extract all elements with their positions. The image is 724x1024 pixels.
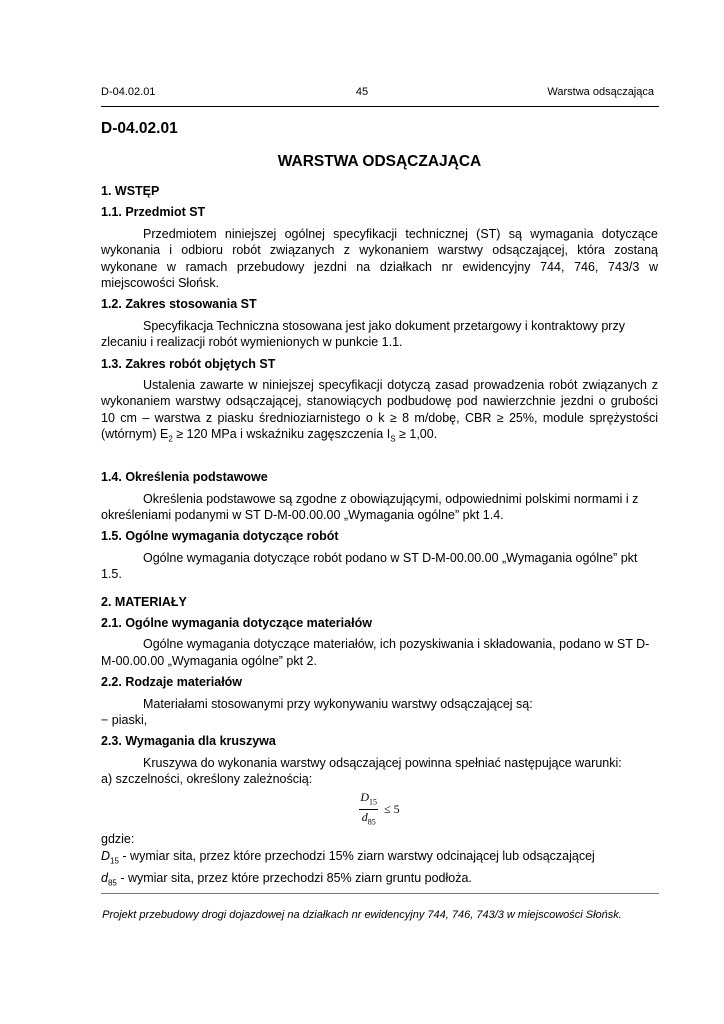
formula [101,790,658,830]
subscript: 85 [367,817,376,827]
section-1-3-text-part: ≥ 1,00. [395,427,438,442]
header-divider [101,106,659,107]
section-1-3-heading: 1.3. Zakres robót objętych ST [101,356,276,371]
section-1-1-heading: 1.1. Przedmiot ST [101,205,206,220]
section-2-2-text: Materiałami stosowanymi przy wykonywaniu warstwy odsączającej są: [143,696,533,711]
formula-numerator [359,790,378,810]
section-2-3-heading: 2.3. Wymagania dla kruszywa [101,734,276,749]
section-1-4-text: Określenia podstawowe są zgodne z obowiązującymi, odpowiednimi polskimi normami i z określeniami podanymi w ST D-M-00.00.00 „Wymagania ogólne” pkt 1.4. [101,491,639,522]
section-1-2-heading: 1.2. Zakres stosowania ST [101,297,257,312]
section-1-3-text [101,377,658,448]
section-2-3-text: Kruszywa do wykonania warstwy odsączającej powinna spełniać następujące warunki: [143,755,622,770]
requirement-a: a) szczelności, określony zależnością: [101,772,313,787]
section-2-1-heading: 2.1. Ogólne wymagania dotyczące materiałów [101,616,372,631]
section-1-3-text-part: ≥ 120 MPa i wskaźniku zagęszczenia I [172,427,391,442]
variable: d [101,870,108,885]
subscript: 15 [369,797,378,807]
page-content [101,119,658,892]
definition-d85 [101,870,658,892]
subscript: 2 [168,434,173,444]
section-2-heading: 2. MATERIAŁY [101,594,187,609]
formula-var: D [360,789,370,804]
section-1-2-text: Specyfikacja Techniczna stosowana jest jako dokument przetargowy i kontraktowy przy zlecaniu i realizacji robót wymienionych w punkcie 1.1. [101,318,625,350]
section-1-5-text: Ogólne wymagania dotyczące robót podano w ST D-M-00.00.00 „Wymagania ogólne” pkt 1.5. [101,550,638,582]
section-1-3-text-part: Ustalenia zawarte w niniejszej specyfikacji dotyczą zasad prowadzenia robót związanych z wykonaniem warstwy odsączającej, stanowiących podbudowę pod nawierzchnie jezdni o grubości 10 cm – warstwa z piasku średnioziarnistego o k ≥ 8 m/dobę, CBR ≥ 25%, module sprężystości (wtórnym) E [101,378,658,442]
formula-denominator [359,810,378,829]
section-1-4-heading: 1.4. Określenia podstawowe [101,470,268,485]
header-page-number: 45 [355,86,369,98]
section-1-1-text: Przedmiotem niniejszej ogólnej specyfikacji technicznej (ST) są wymagania dotyczące wykonania i odbioru robót związanych z wykonaniem warstwy odsączającej, która zostaną wykonane w ramach przebudowy jezdni na działkach nr ewidencyjny 744, 746, 743/3 w miejscowości Słońsk. [101,226,658,291]
document-title: WARSTWA ODSĄCZAJĄCA [277,153,482,170]
footer-text: Projekt przebudowy drogi dojazdowej na działkach nr ewidencyjny 744, 746, 743/3 w miejscowości Słońsk. [102,909,622,921]
definition-text: - wymiar sita, przez które przechodzi 85% ziarn gruntu podłoża. [116,870,472,885]
subscript: 85 [107,878,117,888]
variable: D [101,848,111,863]
definition-text: - wymiar sita, przez które przechodzi 15% ziarn warstwy odcinającej lub odsączającej [118,848,595,863]
formula-var: d [361,810,368,825]
document-code: D-04.02.01 [101,120,178,137]
list-item: − piaski, [101,713,148,728]
section-1-heading: 1. WSTĘP [101,184,160,198]
section-2-1-text: Ogólne wymagania dotyczące materiałów, ich pozyskiwania i składowania, podano w ST D-M-00.00.00 „Wymagania ogólne” pkt 2. [101,637,650,668]
subscript: 15 [110,856,119,866]
spacer [101,453,658,469]
header-section-title: Warstwa odsączająca [547,86,654,98]
where-label: gdzie: [101,832,135,847]
formula-rhs: ≤ 5 [384,802,400,817]
footer-divider [101,893,659,894]
subscript: S [390,434,396,444]
header-doc-code: D-04.02.01 [101,86,156,98]
section-1-5-heading: 1.5. Ogólne wymagania dotyczące robót [101,529,339,544]
section-2-2-heading: 2.2. Rodzaje materiałów [101,675,243,690]
formula-fraction [359,790,378,830]
definition-d15 [101,848,658,870]
